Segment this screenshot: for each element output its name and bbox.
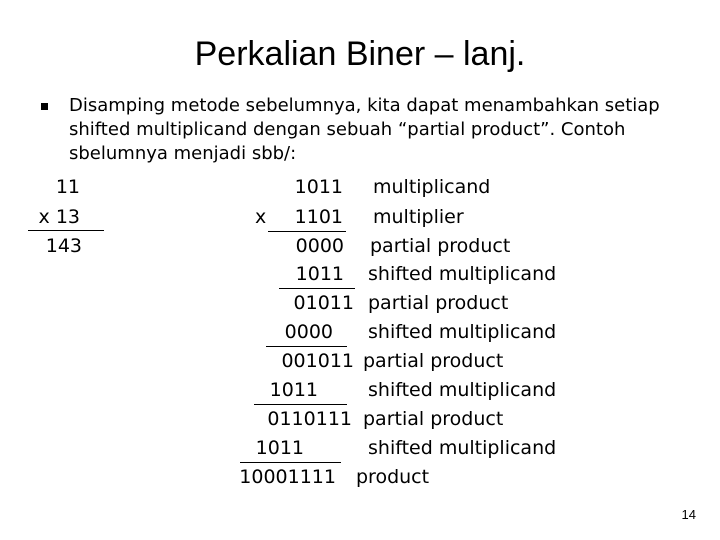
binary-value: 1011 <box>255 437 304 459</box>
binary-label: multiplicand <box>373 176 491 198</box>
decimal-multiplicand: 11 <box>55 176 80 198</box>
binary-value: 01011 <box>293 292 354 314</box>
binary-label: partial product <box>363 408 504 430</box>
binary-label: shifted multiplicand <box>368 321 557 343</box>
bullet-text: Disamping metode sebelumnya, kita dapat menambahkan setiap shifted multiplicand dengan sebuah “partial product”. Contoh sbelumnya menjadi sbb/: <box>69 95 660 164</box>
bullet-square-icon <box>41 103 48 110</box>
decimal-product: 143 <box>45 235 82 257</box>
binary-label: shifted multiplicand <box>368 263 557 285</box>
binary-label: partial product <box>368 292 509 314</box>
binary-value: 0000 <box>284 321 333 343</box>
binary-label: partial product <box>363 350 504 372</box>
binary-value: 1011 <box>269 379 318 401</box>
binary-label: multiplier <box>373 206 464 228</box>
binary-value: 10001111 <box>239 466 336 488</box>
binary-label: shifted multiplicand <box>368 437 557 459</box>
times-sign: x <box>255 206 267 228</box>
binary-value: 1011 <box>295 263 344 285</box>
binary-value: 0000 <box>295 235 344 257</box>
binary-value: 0110111 <box>267 408 352 430</box>
binary-value: 001011 <box>281 350 354 372</box>
sum-line <box>268 231 346 232</box>
slide-title: Perkalian Biner – lanj. <box>194 35 526 73</box>
binary-value: 1101 <box>294 206 343 228</box>
decimal-multiplier: x 13 <box>38 206 80 228</box>
page-number: 14 <box>681 507 696 522</box>
binary-label: partial product <box>370 235 511 257</box>
sum-line <box>266 346 347 347</box>
sum-line <box>254 404 347 405</box>
decimal-sum-line <box>28 230 104 231</box>
binary-label: shifted multiplicand <box>368 379 557 401</box>
sum-line <box>279 288 355 289</box>
binary-value: 1011 <box>294 176 343 198</box>
sum-line <box>240 462 341 463</box>
binary-label: product <box>356 466 430 488</box>
